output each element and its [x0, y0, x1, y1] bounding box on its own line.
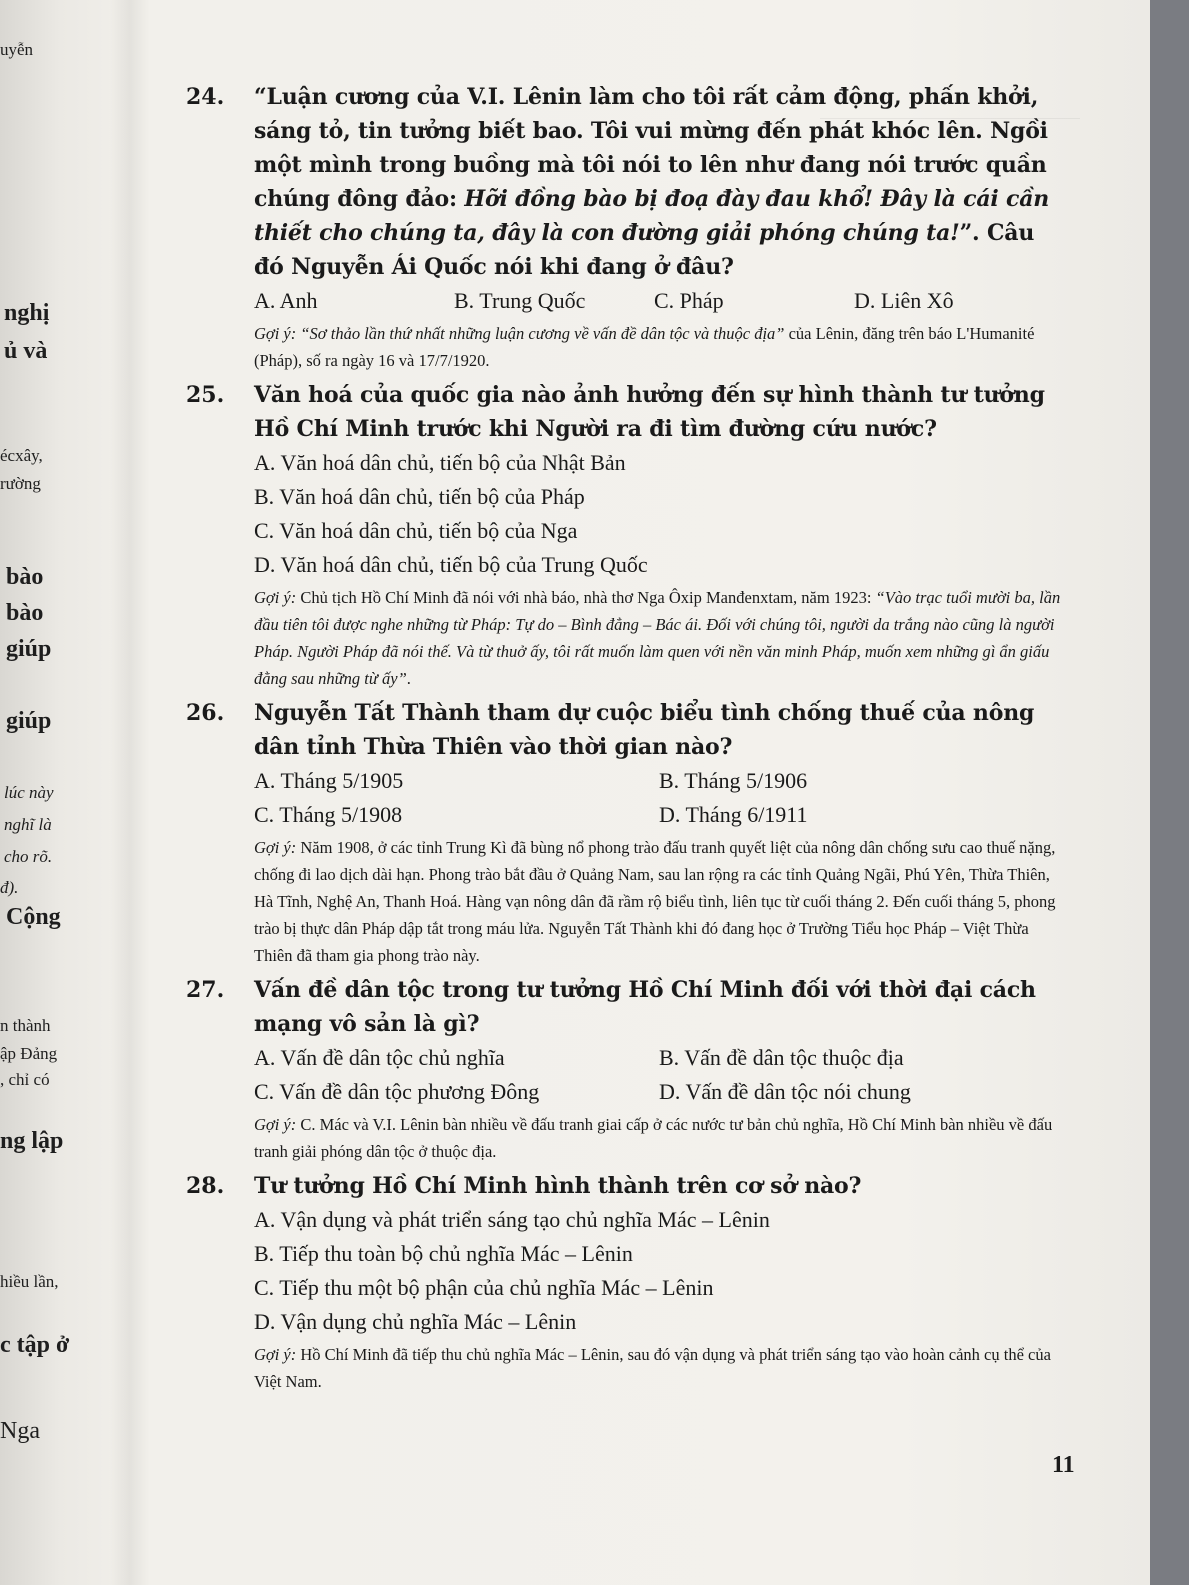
- option-a: A. Tháng 5/1905: [254, 768, 404, 793]
- question-26: [186, 696, 1066, 969]
- question-text: Tư tưởng Hồ Chí Minh hình thành trên cơ sở nào?: [254, 1173, 862, 1199]
- hint: [254, 584, 1066, 692]
- question-text: Vấn đề dân tộc trong tư tưởng Hồ Chí Minh đối với thời đại cách mạng vô sản là gì?: [254, 977, 1036, 1037]
- question-quote: Hỡi đồng bào bị đoạ đày đau khổ! Đây là cái cần thiết cho chúng ta, đây là con đường giải phóng chúng ta!: [254, 186, 1050, 246]
- fragment: Nga: [0, 1418, 40, 1444]
- hint: [254, 834, 1066, 969]
- fragment: bào: [6, 600, 44, 626]
- hint-label: Gợi ý:: [254, 324, 297, 343]
- hint-text: C. Mác và V.I. Lênin bàn nhiều về đấu tranh giai cấp ở các nước tư bản chủ nghĩa, Hồ Chí Minh bàn nhiều về đấu tranh giải phóng dân tộc ở thuộc địa.: [254, 1115, 1053, 1161]
- fragment: lúc này: [4, 783, 54, 802]
- hint-text: Hồ Chí Minh đã tiếp thu chủ nghĩa Mác – Lênin, sau đó vận dụng và phát triển sáng tạo vào hoàn cảnh cụ thể của Việt Nam.: [254, 1345, 1051, 1391]
- fragment: nghĩ là: [4, 815, 52, 834]
- option-a: A. Văn hoá dân chủ, tiến bộ của Nhật Bản: [254, 450, 626, 475]
- option-b: B. Tiếp thu toàn bộ chủ nghĩa Mác – Lênin: [254, 1241, 633, 1266]
- fragment: n thành: [0, 1016, 51, 1035]
- options: [254, 446, 1066, 582]
- question-24: [186, 80, 1066, 374]
- hint-text: của Lênin, đăng trên báo L'Humanité (Pháp), số ra ngày 16 và 17/7/1920.: [254, 324, 1035, 370]
- options: [254, 1041, 1066, 1109]
- fragment: , chỉ có: [0, 1070, 50, 1089]
- fragment: bào: [6, 564, 44, 590]
- hint-label: Gợi ý:: [254, 838, 297, 857]
- hint-text: .: [406, 669, 411, 688]
- hint-quote: “Sơ thảo lần thứ nhất những luận cương về vấn đề dân tộc và thuộc địa”: [300, 324, 785, 343]
- options: [254, 284, 1066, 318]
- fragment: ủ và: [4, 338, 48, 364]
- option-d: D. Vấn đề dân tộc nói chung: [659, 1079, 911, 1104]
- question-list: [186, 80, 1066, 1399]
- option-b: B. Tháng 5/1906: [659, 768, 808, 793]
- fragment: Cộng: [6, 904, 61, 930]
- question-28: [186, 1169, 1066, 1395]
- fragment: uyễn: [0, 40, 34, 59]
- option-d: D. Liên Xô: [854, 288, 954, 313]
- options: [254, 1203, 1066, 1339]
- question-text-part: ”. Câu đó Nguyễn Ái Quốc nói khi đang ở đâu?: [254, 220, 1035, 280]
- hint-label: Gợi ý:: [254, 1115, 297, 1134]
- question-number: 25.: [186, 382, 225, 408]
- question-text: Văn hoá của quốc gia nào ảnh hưởng đến sự hình thành tư tưởng Hồ Chí Minh trước khi Người ra đi tìm đường cứu nước?: [254, 382, 1045, 442]
- question-text-part: “Luận cương của V.I. Lênin làm cho tôi rất cảm động, phấn khởi, sáng tỏ, tin tưởng biết bao. Tôi vui mừng đến phát khóc lên. Ngồi một mình trong buồng mà tôi nói to lên như đang nói trước quần chúng đông đảo:: [254, 84, 1048, 212]
- question-27: [186, 973, 1066, 1165]
- option-c: C. Tiếp thu một bộ phận của chủ nghĩa Mác – Lênin: [254, 1275, 714, 1300]
- option-b: B. Văn hoá dân chủ, tiến bộ của Pháp: [254, 484, 585, 509]
- fragment: c tập ở: [0, 1332, 70, 1358]
- question-25: [186, 378, 1066, 692]
- option-b: B. Vấn đề dân tộc thuộc địa: [659, 1045, 904, 1070]
- question-number: 26.: [186, 700, 225, 726]
- page-number: 11: [1052, 1452, 1075, 1478]
- fragment: rường: [0, 474, 41, 493]
- option-c: C. Vấn đề dân tộc phương Đông: [254, 1079, 540, 1104]
- option-c: C. Tháng 5/1908: [254, 802, 403, 827]
- question-number: 24.: [186, 84, 225, 110]
- option-a: A. Anh: [254, 288, 318, 313]
- fragment: cho rõ.: [4, 847, 53, 866]
- hint: [254, 1111, 1066, 1165]
- option-a: A. Vận dụng và phát triển sáng tạo chủ nghĩa Mác – Lênin: [254, 1207, 770, 1232]
- fragment: hiều lần,: [0, 1272, 59, 1291]
- fragment: giúp: [6, 636, 52, 662]
- options: [254, 764, 1066, 832]
- hint: [254, 1341, 1066, 1395]
- option-b: B. Trung Quốc: [454, 288, 586, 313]
- question-text: Nguyễn Tất Thành tham dự cuộc biểu tình chống thuế của nông dân tỉnh Thừa Thiên vào thời gian nào?: [254, 700, 1035, 760]
- option-d: D. Tháng 6/1911: [659, 802, 808, 827]
- fragment: ng lập: [0, 1128, 64, 1154]
- fragment: ập Đảng: [0, 1044, 58, 1063]
- hint-text: Năm 1908, ở các tỉnh Trung Kì đã bùng nổ phong trào đấu tranh quyết liệt của nông dân chống sưu cao thuế nặng, chống đi lao dịch dài hạn. Phong trào bắt đầu ở Quảng Nam, sau lan rộng ra các tỉnh Quảng Ngãi, Phú Yên, Thừa Thiên, Hà Tĩnh, Nghệ An, Thanh Hoá. Hàng vạn nông dân đã rầm rộ biểu tình, liên tục từ cuối tháng 2. Đến cuối tháng 5, phong trào bị thực dân Pháp dập tắt trong máu lửa. Nguyễn Tất Thành khi đó đang học ở Trường Tiểu học Pháp – Việt Thừa Thiên đã tham gia phong trào này.: [254, 838, 1056, 965]
- fragment: giúp: [6, 708, 52, 734]
- hint-label: Gợi ý:: [254, 1345, 297, 1364]
- hint-quote: “Vào trạc tuổi mười ba, lần đầu tiên tôi được nghe những từ Pháp: Tự do – Bình đẳng – Bác ái. Đối với chúng tôi, người da trắng nào cũng là người Pháp. Người Pháp đã nói thế. Và từ thuở ấy, tôi rất muốn làm quen với nền văn minh Pháp, muốn xem những gì ẩn giấu đằng sau những từ ấy”: [254, 588, 1061, 688]
- page-fold-shadow: [110, 0, 150, 1585]
- hint: [254, 320, 1066, 374]
- fragment: nghị: [4, 300, 50, 326]
- adjacent-page-fragments: [0, 0, 110, 1585]
- option-c: C. Pháp: [654, 288, 724, 313]
- fragment: écxây,: [0, 446, 43, 465]
- option-c: C. Văn hoá dân chủ, tiến bộ của Nga: [254, 518, 578, 543]
- question-text: [254, 80, 1066, 284]
- question-number: 28.: [186, 1173, 225, 1199]
- question-number: 27.: [186, 977, 225, 1003]
- option-d: D. Văn hoá dân chủ, tiến bộ của Trung Quốc: [254, 552, 648, 577]
- hint-label: Gợi ý:: [254, 588, 297, 607]
- fragment: đ).: [0, 878, 19, 897]
- option-a: A. Vấn đề dân tộc chủ nghĩa: [254, 1045, 505, 1070]
- option-d: D. Vận dụng chủ nghĩa Mác – Lênin: [254, 1309, 577, 1334]
- hint-text: Chủ tịch Hồ Chí Minh đã nói với nhà báo, nhà thơ Nga Ôxip Manđenxtam, năm 1923:: [296, 588, 876, 607]
